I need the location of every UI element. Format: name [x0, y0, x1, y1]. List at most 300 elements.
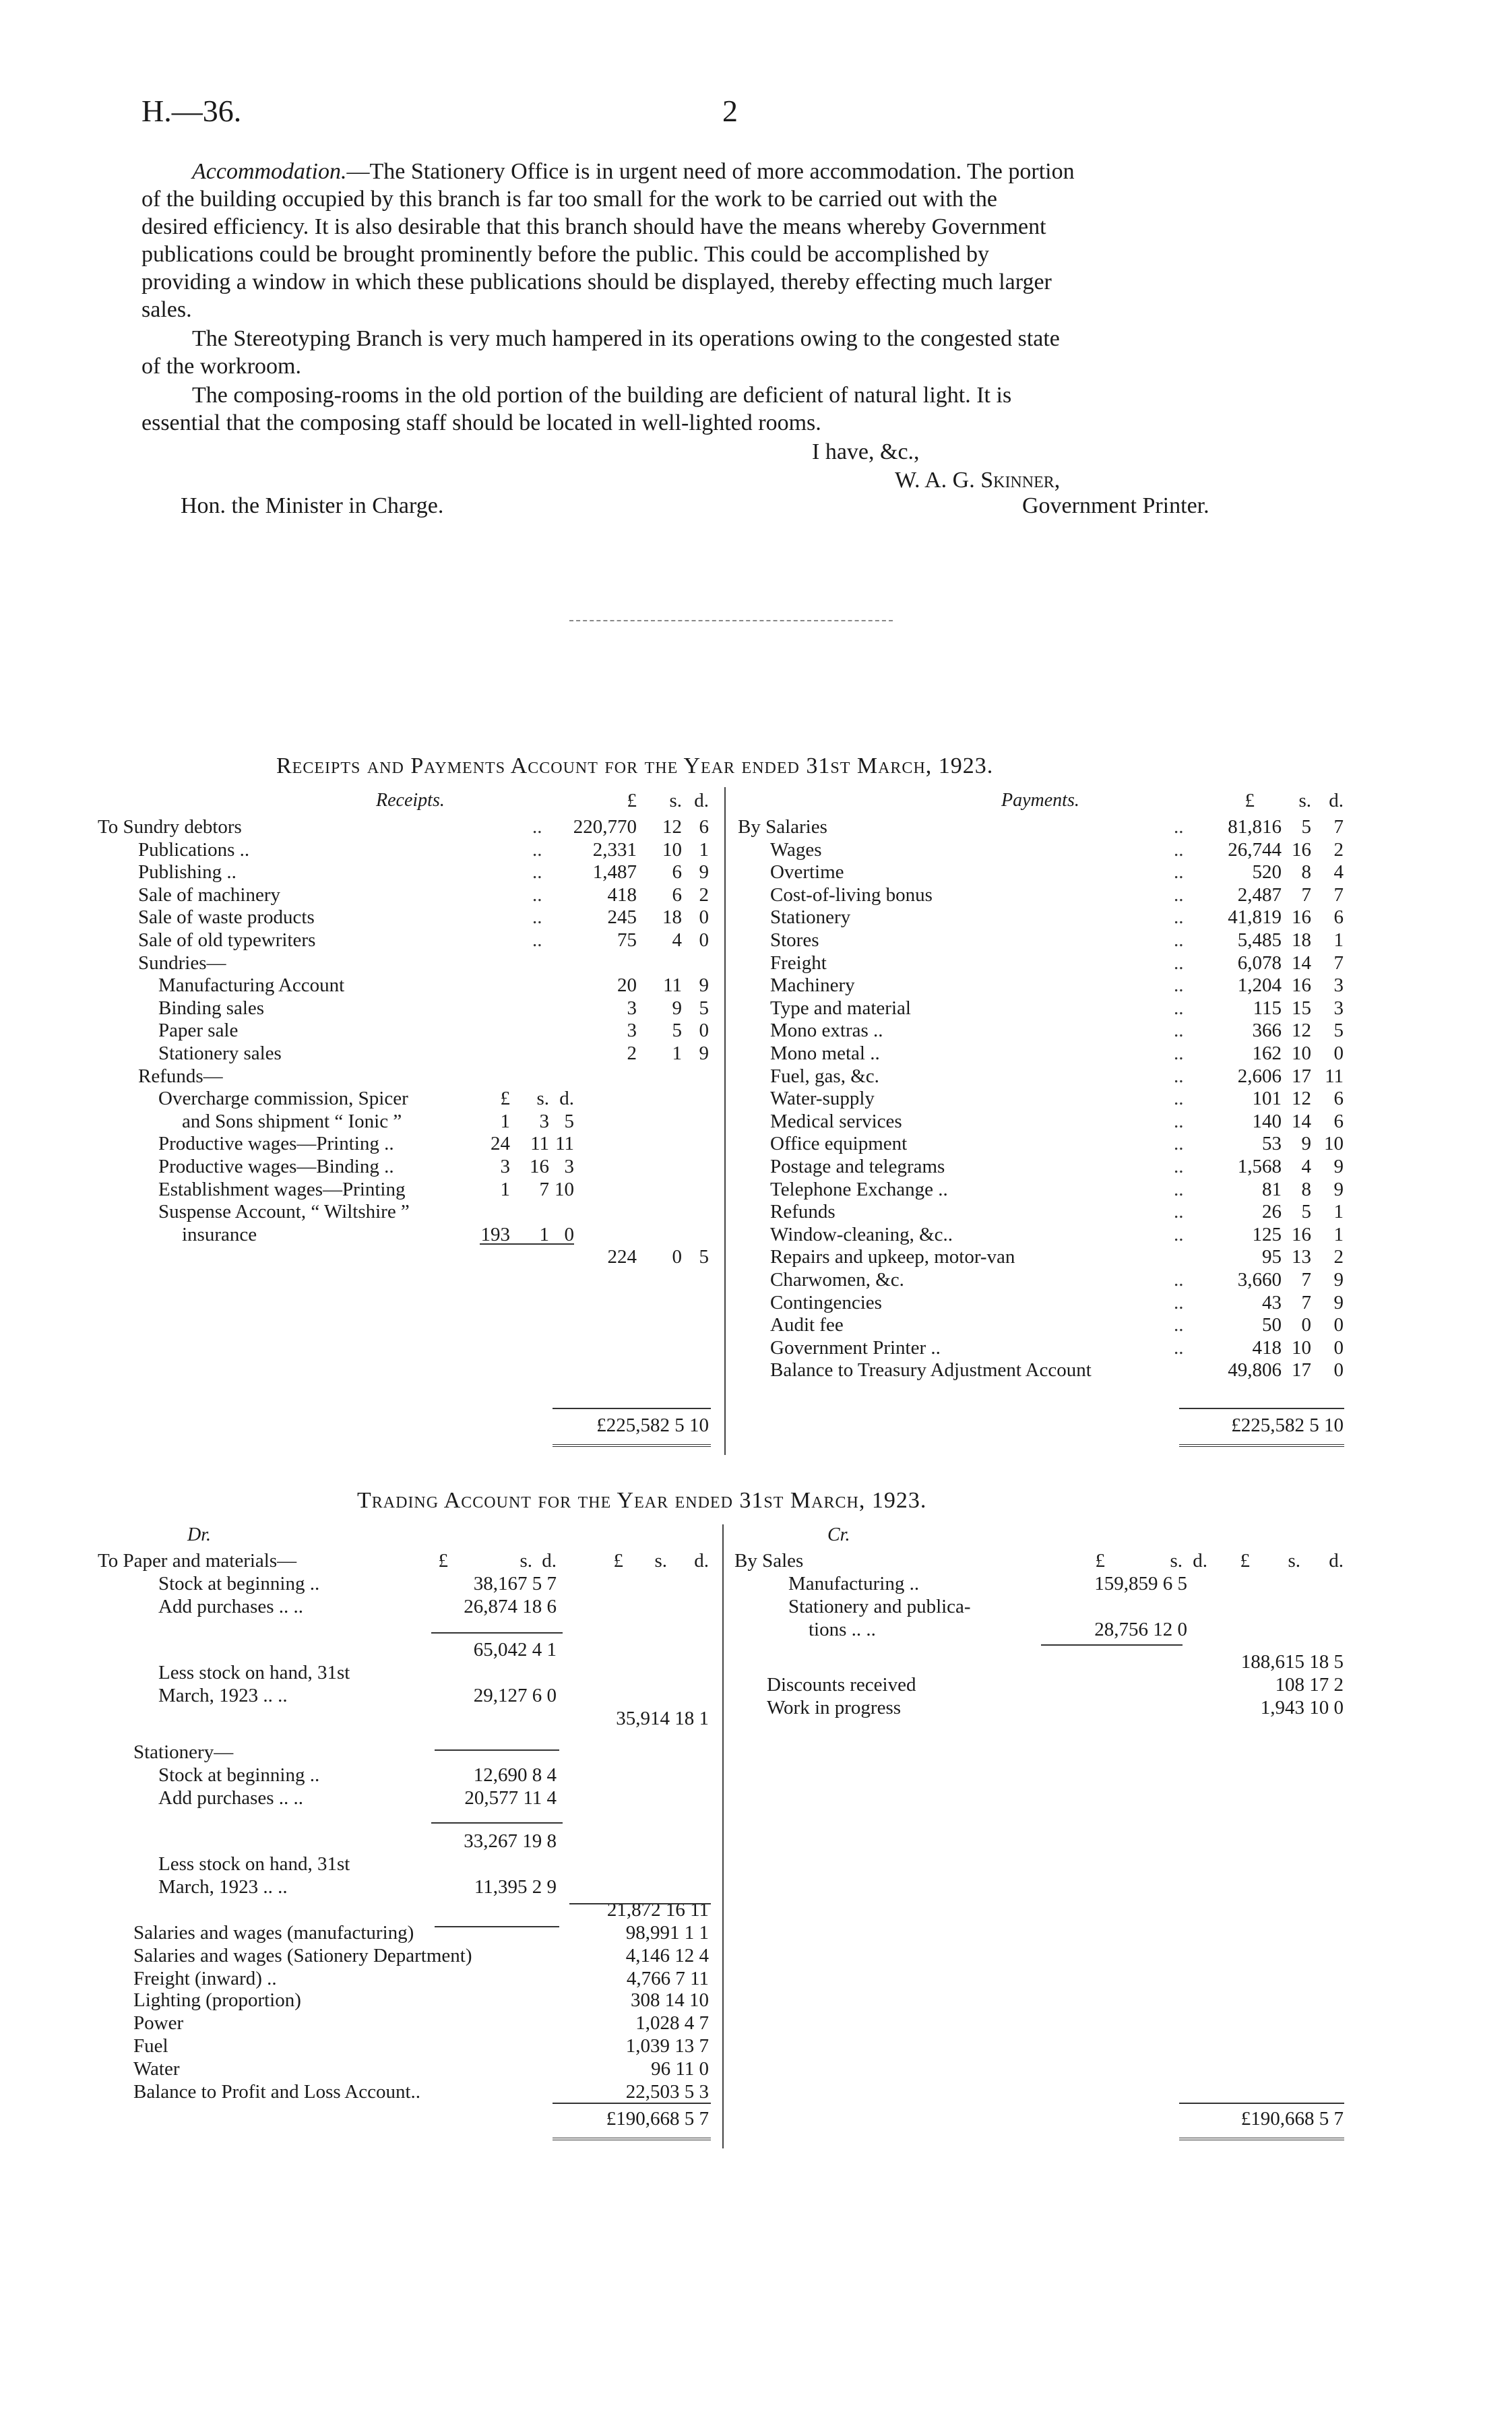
refunds-total-pence: 5	[699, 1246, 709, 1268]
payment-amount-pence: 7	[1333, 952, 1344, 974]
payment-leader: ..	[1174, 838, 1184, 861]
cr-currency-head: d.	[1193, 1550, 1207, 1572]
payment-label: By Salaries	[738, 816, 827, 838]
payment-amount-pence: 9	[1333, 1269, 1344, 1291]
payment-amount-pounds: 520	[1252, 861, 1282, 883]
payment-amount-shillings: 9	[1301, 1133, 1311, 1155]
dr-subtotal-rule	[569, 1903, 711, 1904]
cr-outer-amount: 1,943 10 0	[1260, 1697, 1344, 1718]
payment-amount-pence: 7	[1333, 816, 1344, 838]
payment-leader: ..	[1174, 997, 1184, 1019]
payment-leader: ..	[1174, 1043, 1184, 1064]
cr-heading: Cr.	[827, 1524, 850, 1545]
receipt-label: Refunds—	[138, 1065, 223, 1087]
receipt-leader: ..	[532, 929, 542, 951]
dr-outer-amount: 96 11 0	[651, 2058, 709, 2080]
dr-label: Add purchases .. ..	[158, 1596, 304, 1617]
receipt-amount-pence: 5	[699, 997, 709, 1019]
payment-leader: ..	[1174, 1088, 1184, 1110]
payment-amount-shillings: 8	[1301, 861, 1311, 883]
payment-leader: ..	[1174, 1065, 1184, 1087]
receipt-amount-pence: 9	[699, 861, 709, 883]
dr-label: Stock at beginning ..	[158, 1573, 320, 1594]
payment-label: Wages	[770, 838, 822, 861]
dr-outer-amount: 1,028 4 7	[635, 2012, 709, 2034]
receipt-label: To Sundry debtors	[98, 816, 242, 838]
payment-amount-shillings: 7	[1301, 1269, 1311, 1291]
dr-inner-amount: 26,874 18 6	[464, 1596, 557, 1617]
receipt-amount-shillings: 18	[662, 906, 682, 929]
payment-amount-pounds: 53	[1262, 1133, 1282, 1155]
payment-leader: ..	[1174, 1269, 1184, 1291]
payment-amount-pounds: 26,744	[1228, 838, 1282, 861]
receipt-label: Binding sales	[158, 997, 265, 1019]
payment-amount-pence: 9	[1333, 1291, 1344, 1313]
document-reference: H.—36.	[141, 94, 242, 128]
dr-currency-head: s.	[654, 1550, 667, 1572]
dr-label: To Paper and materials—	[98, 1550, 297, 1572]
receipts-payments-column-divider	[724, 787, 726, 1455]
receipt-amount-pounds: 220,770	[573, 816, 637, 838]
receipt-amount-pounds: 3	[627, 997, 637, 1019]
payment-label: Machinery	[770, 974, 855, 997]
dr-label: Freight (inward) ..	[133, 1968, 277, 1989]
cr-outer-amount: 188,615 18 5	[1240, 1651, 1344, 1673]
refund-amount-shillings: 7	[539, 1178, 549, 1200]
payments-currency-head: d.	[1329, 790, 1344, 811]
payment-amount-shillings: 7	[1301, 1291, 1311, 1313]
payment-amount-pence: 5	[1333, 1020, 1344, 1042]
payment-amount-shillings: 12	[1292, 1020, 1311, 1042]
receipt-amount-shillings: 6	[672, 883, 682, 906]
refund-amount-pounds: 3	[500, 1156, 510, 1177]
dr-label: Less stock on hand, 31st	[158, 1662, 350, 1683]
payment-label: Stationery	[770, 906, 851, 929]
payment-label: Water-supply	[770, 1088, 875, 1110]
dr-inner-amount: 12,690 8 4	[473, 1764, 557, 1786]
dr-currency-head: £	[613, 1550, 623, 1572]
payment-label: Medical services	[770, 1110, 902, 1132]
receipts-grand-total: £225,582 5 10	[596, 1415, 709, 1436]
dr-label: Water	[133, 2058, 180, 2080]
payment-leader: ..	[1174, 1291, 1184, 1313]
dr-outer-amount: 98,991 1 1	[625, 1922, 709, 1944]
receipt-amount-shillings: 9	[672, 997, 682, 1019]
cr-currency-head: s.	[1288, 1550, 1300, 1572]
payment-leader: ..	[1174, 952, 1184, 974]
receipt-amount-shillings: 6	[672, 861, 682, 883]
dr-outer-amount: 4,146 12 4	[625, 1945, 709, 1966]
payment-amount-shillings: 0	[1301, 1314, 1311, 1336]
payment-amount-shillings: 16	[1292, 906, 1311, 929]
dr-label: Add purchases .. ..	[158, 1787, 304, 1809]
dr-label: Power	[133, 2012, 184, 2034]
payment-amount-pence: 2	[1333, 838, 1344, 861]
payment-amount-pence: 1	[1333, 929, 1344, 951]
dr-inner-amount: 65,042 4 1	[473, 1639, 557, 1661]
payment-label: Postage and telegrams	[770, 1156, 945, 1177]
refund-label: Productive wages—Binding ..	[158, 1156, 394, 1177]
refund-amount-shillings: 3	[539, 1110, 549, 1132]
payment-leader: ..	[1174, 929, 1184, 951]
payment-amount-pounds: 5,485	[1237, 929, 1282, 951]
addressee: Hon. the Minister in Charge.	[181, 493, 444, 518]
payments-currency-head: s.	[1298, 790, 1311, 811]
refunds-subtotal-rule	[480, 1243, 574, 1245]
receipt-leader: ..	[532, 838, 542, 861]
payment-leader: ..	[1174, 1156, 1184, 1177]
payment-amount-pence: 1	[1333, 1201, 1344, 1223]
payment-leader: ..	[1174, 1133, 1184, 1155]
payment-label: Charwomen, &c.	[770, 1269, 904, 1291]
intro-paragraph-stereotyping	[141, 325, 1348, 380]
payment-amount-shillings: 4	[1301, 1156, 1311, 1177]
payment-amount-pounds: 43	[1262, 1291, 1282, 1313]
payment-amount-pounds: 115	[1253, 997, 1282, 1019]
cr-currency-head: s.	[1170, 1550, 1183, 1572]
receipts-currency-head: d.	[694, 790, 709, 811]
grand-total-rule	[553, 1408, 711, 1409]
receipts-payments-title: Receipts and Payments Account for the Year ended 31st March, 1923.	[276, 753, 994, 778]
payment-amount-pence: 9	[1333, 1156, 1344, 1177]
receipt-label: Publications ..	[138, 838, 250, 861]
payment-amount-pounds: 41,819	[1228, 906, 1282, 929]
receipts-currency-head: s.	[669, 790, 682, 811]
payment-amount-pence: 3	[1333, 997, 1344, 1019]
payment-leader: ..	[1174, 1201, 1184, 1223]
payment-leader: ..	[1174, 861, 1184, 883]
payment-label: Fuel, gas, &c.	[770, 1065, 879, 1087]
refunds-currency-head: £	[500, 1088, 510, 1110]
cr-inner-amount: 159,859 6 5	[1094, 1573, 1187, 1594]
intro-paragraph-accommodation	[141, 158, 1348, 323]
payment-amount-pounds: 81,816	[1228, 816, 1282, 838]
para1-line: sales.	[141, 297, 192, 322]
payment-leader: ..	[1174, 1020, 1184, 1042]
para2-line: of the workroom.	[141, 354, 302, 379]
intro-paragraph-composing-rooms	[141, 381, 1348, 437]
receipt-amount-shillings: 4	[672, 929, 682, 951]
payment-amount-shillings: 12	[1292, 1088, 1311, 1110]
payments-grand-total: £225,582 5 10	[1231, 1415, 1344, 1436]
payment-amount-shillings: 7	[1301, 883, 1311, 906]
payment-amount-pounds: 125	[1252, 1223, 1282, 1245]
refund-amount-shillings: 11	[530, 1133, 549, 1155]
receipt-amount-pence: 9	[699, 1043, 709, 1064]
payment-leader: ..	[1174, 1336, 1184, 1359]
payment-label: Stores	[770, 929, 819, 951]
cr-currency-head: d.	[1329, 1550, 1344, 1572]
payment-amount-pounds: 2,487	[1237, 883, 1282, 906]
para3-line: The composing-rooms in the old portion of the building are deficient of natural light. It is	[192, 383, 1012, 408]
dr-currency-head: s.	[519, 1550, 532, 1572]
refund-amount-pounds: 1	[500, 1178, 510, 1200]
refund-amount-shillings: 1	[539, 1223, 549, 1245]
dr-currency-head: £	[438, 1550, 448, 1572]
payment-amount-pounds: 95	[1262, 1246, 1282, 1268]
dr-inner-amount: 20,577 11 4	[464, 1787, 557, 1809]
payment-amount-pence: 0	[1333, 1359, 1344, 1382]
payment-amount-pence: 6	[1333, 1110, 1344, 1132]
payment-label: Refunds	[770, 1201, 836, 1223]
section-divider	[569, 620, 893, 621]
cr-subtotal-rule	[1041, 1644, 1183, 1646]
receipt-amount-pence: 1	[699, 838, 709, 861]
refunds-currency-head: s.	[536, 1088, 549, 1110]
grand-total-double-rule	[553, 1444, 711, 1447]
para1-line: desired efficiency. It is also desirable that this branch should have the means whereby Government	[141, 214, 1046, 239]
payment-amount-pounds: 1,568	[1237, 1156, 1282, 1177]
receipt-amount-pounds: 2	[627, 1043, 637, 1064]
payment-amount-shillings: 15	[1292, 997, 1311, 1019]
dr-outer-amount: 35,914 18 1	[616, 1708, 709, 1729]
refund-label: and Sons shipment “ Ionic ”	[182, 1110, 402, 1132]
payment-amount-shillings: 16	[1292, 974, 1311, 997]
dr-label: Stationery—	[133, 1741, 234, 1763]
receipt-amount-pounds: 418	[607, 883, 637, 906]
payment-amount-pounds: 6,078	[1237, 952, 1282, 974]
payment-label: Balance to Treasury Adjustment Account	[770, 1359, 1092, 1382]
dr-heading: Dr.	[187, 1524, 212, 1545]
payment-amount-pounds: 2,606	[1237, 1065, 1282, 1087]
payment-amount-shillings: 14	[1292, 1110, 1311, 1132]
payment-leader: ..	[1174, 974, 1184, 997]
trading-total-rule	[1179, 2103, 1344, 2104]
payment-leader: ..	[1174, 1223, 1184, 1245]
dr-currency-head: d.	[542, 1550, 557, 1572]
cr-label: Manufacturing ..	[788, 1573, 920, 1594]
refund-amount-pence: 10	[555, 1178, 574, 1200]
payment-amount-pounds: 3,660	[1237, 1269, 1282, 1291]
receipt-amount-pounds: 75	[617, 929, 637, 951]
signatory-name: W. A. G. Skinner,	[895, 468, 1061, 493]
payment-amount-shillings: 16	[1292, 838, 1311, 861]
receipt-amount-pence: 0	[699, 929, 709, 951]
dr-label: Stock at beginning ..	[158, 1764, 320, 1786]
payment-amount-pence: 0	[1333, 1336, 1344, 1359]
para1-line: of the building occupied by this branch is far too small for the work to be carried out with the	[141, 187, 997, 212]
dr-inner-amount: 38,167 5 7	[473, 1573, 557, 1594]
receipts-heading: Receipts.	[376, 790, 445, 811]
refund-amount-shillings: 16	[530, 1156, 549, 1177]
refunds-total-shillings: 0	[672, 1246, 682, 1268]
payment-label: Window-cleaning, &c..	[770, 1223, 953, 1245]
payment-amount-pounds: 49,806	[1228, 1359, 1282, 1382]
receipt-amount-pounds: 20	[617, 974, 637, 997]
dr-label: Less stock on hand, 31st	[158, 1853, 350, 1875]
para1-line: providing a window in which these publications should be displayed, thereby effecting much larger	[141, 270, 1052, 294]
payment-leader: ..	[1174, 906, 1184, 929]
refund-amount-pence: 11	[555, 1133, 574, 1155]
payment-amount-shillings: 17	[1292, 1359, 1311, 1382]
payment-amount-pounds: 81	[1262, 1178, 1282, 1200]
payment-amount-pounds: 26	[1262, 1201, 1282, 1223]
payment-amount-pence: 0	[1333, 1314, 1344, 1336]
receipt-label: Publishing ..	[138, 861, 237, 883]
payment-amount-pounds: 366	[1252, 1020, 1282, 1042]
payment-amount-pounds: 418	[1252, 1336, 1282, 1359]
dr-currency-head: d.	[694, 1550, 709, 1572]
para3-line: essential that the composing staff should be located in well-lighted rooms.	[141, 410, 821, 435]
receipt-leader: ..	[532, 861, 542, 883]
cr-inner-amount: 28,756 12 0	[1094, 1619, 1187, 1640]
refund-amount-pounds: 1	[500, 1110, 510, 1132]
payment-amount-pence: 0	[1333, 1043, 1344, 1064]
dr-inner-amount: 33,267 19 8	[464, 1830, 557, 1852]
receipt-leader: ..	[532, 883, 542, 906]
payment-amount-shillings: 10	[1292, 1043, 1311, 1064]
payment-leader: ..	[1174, 883, 1184, 906]
cr-outer-amount: 108 17 2	[1275, 1674, 1344, 1696]
payment-leader: ..	[1174, 1314, 1184, 1336]
dr-label: March, 1923 .. ..	[158, 1876, 288, 1898]
payment-amount-pounds: 50	[1262, 1314, 1282, 1336]
dr-subtotal-rule	[431, 1632, 563, 1634]
payment-amount-shillings: 18	[1292, 929, 1311, 951]
dr-subtotal-rule	[435, 1926, 559, 1927]
trading-account-title: Trading Account for the Year ended 31st March, 1923.	[357, 1488, 927, 1513]
receipt-amount-pence: 2	[699, 883, 709, 906]
receipt-amount-pence: 9	[699, 974, 709, 997]
receipts-currency-head: £	[627, 790, 637, 811]
payment-label: Freight	[770, 952, 827, 974]
payment-label: Cost-of-living bonus	[770, 883, 933, 906]
cr-label: tions .. ..	[809, 1619, 876, 1640]
payment-label: Overtime	[770, 861, 844, 883]
receipt-label: Sundries—	[138, 952, 226, 974]
receipt-amount-pounds: 2,331	[592, 838, 637, 861]
payment-leader: ..	[1174, 1110, 1184, 1132]
receipt-amount-pence: 0	[699, 1020, 709, 1042]
payment-label: Contingencies	[770, 1291, 882, 1313]
refund-amount-pounds: 24	[491, 1133, 510, 1155]
cr-currency-head: £	[1240, 1550, 1250, 1572]
payment-amount-pence: 1	[1333, 1223, 1344, 1245]
receipt-amount-pence: 0	[699, 906, 709, 929]
receipt-leader: ..	[532, 816, 542, 838]
payment-amount-pence: 6	[1333, 1088, 1344, 1110]
payment-amount-shillings: 16	[1292, 1223, 1311, 1245]
refund-label: insurance	[182, 1223, 257, 1245]
payment-amount-shillings: 10	[1292, 1336, 1311, 1359]
cr-grand-total: £190,668 5 7	[1240, 2108, 1344, 2130]
receipt-label: Sale of waste products	[138, 906, 315, 929]
dr-outer-amount: 4,766 7 11	[626, 1968, 709, 1989]
dr-label: Salaries and wages (Sationery Department)	[133, 1945, 472, 1966]
refund-amount-pence: 3	[564, 1156, 574, 1177]
dr-label: Lighting (proportion)	[133, 1989, 301, 2011]
dr-subtotal-rule	[431, 1822, 563, 1824]
dr-grand-total: £190,668 5 7	[606, 2108, 709, 2130]
closing-phrase: I have, &c.,	[812, 439, 920, 464]
payment-amount-pence: 7	[1333, 883, 1344, 906]
payment-amount-pence: 2	[1333, 1246, 1344, 1268]
refund-amount-pounds: 193	[480, 1223, 510, 1245]
refunds-total-pounds: 224	[607, 1246, 637, 1268]
payment-amount-shillings: 13	[1292, 1246, 1311, 1268]
dr-label: Fuel	[133, 2035, 168, 2057]
payment-amount-shillings: 17	[1292, 1065, 1311, 1087]
refund-amount-pence: 5	[564, 1110, 574, 1132]
payment-label: Government Printer ..	[770, 1336, 941, 1359]
receipt-amount-pounds: 3	[627, 1020, 637, 1042]
para1-line: publications could be brought prominently before the public. This could be accomplished by	[141, 242, 990, 267]
trading-column-divider	[722, 1524, 724, 2148]
payment-amount-pence: 3	[1333, 974, 1344, 997]
dr-label: March, 1923 .. ..	[158, 1685, 288, 1706]
cr-label: By Sales	[734, 1550, 804, 1572]
para2-line: The Stereotyping Branch is very much hampered in its operations owing to the congested state	[192, 326, 1060, 351]
receipt-amount-shillings: 11	[663, 974, 682, 997]
receipt-amount-pence: 6	[699, 816, 709, 838]
refund-amount-pence: 0	[564, 1223, 574, 1245]
payment-amount-shillings: 14	[1292, 952, 1311, 974]
payment-label: Audit fee	[770, 1314, 844, 1336]
page-number: 2	[722, 94, 738, 128]
cr-currency-head: £	[1095, 1550, 1105, 1572]
payment-amount-pounds: 162	[1252, 1043, 1282, 1064]
trading-total-double-rule	[553, 2138, 711, 2140]
receipt-label: Stationery sales	[158, 1043, 282, 1064]
payment-amount-pence: 4	[1333, 861, 1344, 883]
cr-label: Stationery and publica-	[788, 1596, 971, 1617]
payment-amount-pence: 9	[1333, 1178, 1344, 1200]
payment-amount-pounds: 140	[1252, 1110, 1282, 1132]
trading-total-rule	[553, 2103, 711, 2104]
payment-label: Mono metal ..	[770, 1043, 880, 1064]
dr-label: Salaries and wages (manufacturing)	[133, 1922, 414, 1944]
dr-inner-amount: 29,127 6 0	[473, 1685, 557, 1706]
grand-total-rule	[1179, 1408, 1344, 1409]
payment-amount-pence: 6	[1333, 906, 1344, 929]
payment-label: Type and material	[770, 997, 911, 1019]
receipt-amount-shillings: 10	[662, 838, 682, 861]
payment-amount-pounds: 1,204	[1237, 974, 1282, 997]
refunds-currency-head: d.	[559, 1088, 574, 1110]
grand-total-double-rule	[1179, 1444, 1344, 1447]
cr-label: Discounts received	[767, 1674, 916, 1696]
receipt-label: Sale of old typewriters	[138, 929, 316, 951]
receipt-label: Sale of machinery	[138, 883, 280, 906]
receipt-amount-shillings: 1	[672, 1043, 682, 1064]
receipt-amount-shillings: 5	[672, 1020, 682, 1042]
receipt-amount-shillings: 12	[662, 816, 682, 838]
refund-label: Overcharge commission, Spicer	[158, 1088, 408, 1110]
dr-outer-amount: 22,503 5 3	[625, 2081, 709, 2103]
payment-leader: ..	[1174, 816, 1184, 838]
dr-outer-amount: 1,039 13 7	[625, 2035, 709, 2057]
payment-amount-shillings: 5	[1301, 816, 1311, 838]
payment-amount-shillings: 8	[1301, 1178, 1311, 1200]
receipt-amount-pounds: 1,487	[592, 861, 637, 883]
payment-label: Mono extras ..	[770, 1020, 883, 1042]
payment-amount-pence: 11	[1325, 1065, 1344, 1087]
payment-amount-pounds: 101	[1252, 1088, 1282, 1110]
refund-label: Suspense Account, “ Wiltshire ”	[158, 1201, 410, 1223]
dr-outer-amount: 21,872 16 11	[606, 1899, 709, 1921]
cr-label: Work in progress	[767, 1697, 902, 1718]
receipt-leader: ..	[532, 906, 542, 929]
payment-amount-shillings: 5	[1301, 1201, 1311, 1223]
receipt-label: Paper sale	[158, 1020, 239, 1042]
payment-label: Repairs and upkeep, motor-van	[770, 1246, 1015, 1268]
receipt-amount-pounds: 245	[607, 906, 637, 929]
payment-amount-pence: 10	[1324, 1133, 1344, 1155]
refund-label: Establishment wages—Printing	[158, 1178, 406, 1200]
dr-outer-amount: 308 14 10	[631, 1989, 709, 2011]
signatory-title: Government Printer.	[1022, 493, 1209, 518]
refund-label: Productive wages—Printing ..	[158, 1133, 394, 1155]
